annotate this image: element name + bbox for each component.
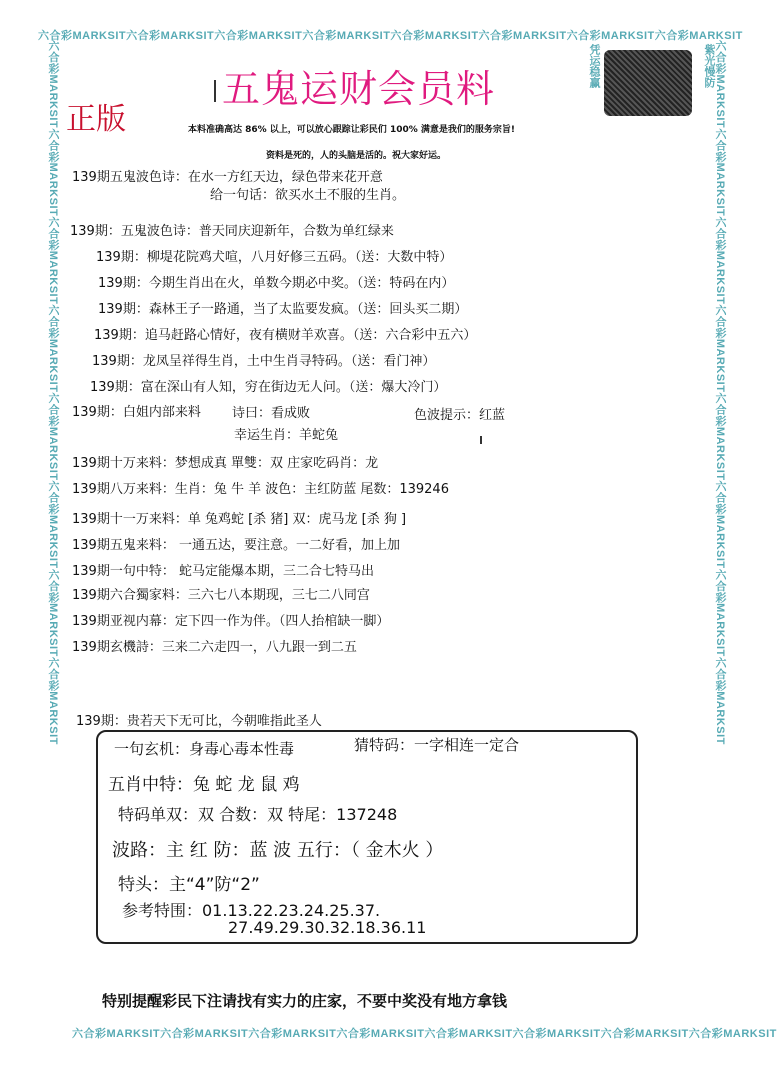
stray-mark: [480, 436, 482, 444]
box-line-numbers-2: 27.49.29.30.32.18.36.11: [228, 918, 427, 937]
text-line: 139期八万来料：生肖：兔 牛 羊 波色：主红防蓝 尾数：139246: [72, 482, 449, 497]
text-line: 139期：五鬼波色诗：普天同庆迎新年，合数为单红绿来: [70, 224, 394, 239]
text-line: 幸运生肖：羊蛇兔: [234, 428, 339, 443]
text-line: 诗曰：看成败: [232, 406, 311, 421]
text-line: 给一句话：欲买水土不服的生肖。: [210, 188, 406, 203]
qr-side-label-left: 凭运稳赢: [588, 44, 601, 88]
accuracy-note: 本料准确高达 86% 以上，可以放心跟踪让彩民们 100% 满意是我们的服务宗旨!: [188, 125, 515, 135]
text-line: 色波提示：红蓝: [414, 408, 506, 423]
text-line: 139期：白姐内部来料: [72, 405, 201, 420]
cursor-bar: [214, 80, 216, 102]
qr-side-label-right: 紫光慢防: [703, 44, 716, 88]
text-line: 139期一句中特： 蛇马定能爆本期，三二合七特马出: [72, 564, 374, 579]
box-line-head: 特头：主“4”防“2”: [118, 875, 260, 895]
text-line: 139期：追马赶路心情好，夜有横财羊欢喜。（送：六合彩中五六）: [94, 328, 477, 343]
text-line: 139期：柳堤花院鸡犬喧，八月好修三五码。（送：大数中特）: [96, 250, 453, 265]
box-line-mystery: 一句玄机：身毒心毒本性毒: [114, 740, 295, 758]
text-line: 139期六合獨家料：三六七八本期现，三七二八同宫: [72, 588, 370, 603]
luck-note: 资料是死的，人的头脑是活的。祝大家好运。: [266, 151, 447, 161]
footer-warning: 特别提醒彩民下注请找有实力的庄家，不要中奖没有地方拿钱: [102, 992, 508, 1010]
text-line: 139期：森林王子一路通，当了太监要发疯。（送：回头买二期）: [98, 302, 468, 317]
page-title: 五鬼运财会员料: [222, 67, 496, 111]
watermark-top: 六合彩MARKSIT六合彩MARKSIT六合彩MARKSIT六合彩MARKSIT六合彩MARKSIT六合彩MARKSIT六合彩MARKSIT六合彩MARKSIT: [38, 30, 743, 42]
box-line-oddeven: 特码单双：双 合数：双 特尾：137248: [118, 805, 398, 824]
watermark-bottom: 六合彩MARKSIT六合彩MARKSIT六合彩MARKSIT六合彩MARKSIT六合彩MARKSIT六合彩MARKSIT六合彩MARKSIT六合彩MARKSIT: [72, 1028, 777, 1040]
box-line-guess: 猜特码：一字相连一定合: [354, 736, 520, 754]
box-line-zodiacs: 五肖中特：兔 蛇 龙 鼠 鸡: [108, 775, 300, 795]
text-line: 139期：富在深山有人知，穷在街边无人问。（送：爆大冷门）: [90, 380, 447, 395]
text-line: 139期十一万来料：单 兔鸡蛇 [杀 猪] 双：虎马龙 [杀 狗 ]: [72, 512, 407, 527]
text-line: 139期五鬼来料： 一通五达，要注意。一二好看，加上加: [72, 538, 400, 553]
text-line: 139期：贵若天下无可比，今朝唯指此圣人: [76, 714, 322, 729]
watermark-right: 六合彩MARKSIT六合彩MARKSIT六合彩MARKSIT六合彩MARKSIT六合彩MARKSIT六合彩MARKSIT六合彩MARKSIT六合彩MARKSIT: [714, 40, 726, 745]
text-line: 139期玄機詩：三来二六走四一，八九跟一到二五: [72, 640, 357, 655]
text-line: 139期五鬼波色诗：在水一方红天边，绿色带来花开意: [72, 170, 383, 185]
box-line-numbers-1: 参考特围：01.13.22.23.24.25.37.: [122, 901, 381, 920]
text-line: 139期亚视内幕：定下四一作为伴。（四人抬棺缺一脚）: [72, 614, 390, 629]
text-line: 139期：龙凤呈祥得生肖，土中生肖寻特码。（送：看门神）: [92, 354, 436, 369]
text-line: 139期：今期生肖出在火，单数今期必中奖。（送：特码在内）: [98, 276, 455, 291]
text-line: 139期十万来料：梦想成真 單雙：双 庄家吃码肖：龙: [72, 456, 379, 471]
watermark-left: 六合彩MARKSIT六合彩MARKSIT六合彩MARKSIT六合彩MARKSIT六合彩MARKSIT六合彩MARKSIT六合彩MARKSIT六合彩MARKSIT: [47, 40, 59, 745]
qr-code-image: [604, 50, 692, 116]
authentic-badge: 正版: [66, 102, 126, 137]
box-line-wave: 波路：主 红 防：蓝 波 五行：（ 金木火 ）: [112, 840, 444, 861]
